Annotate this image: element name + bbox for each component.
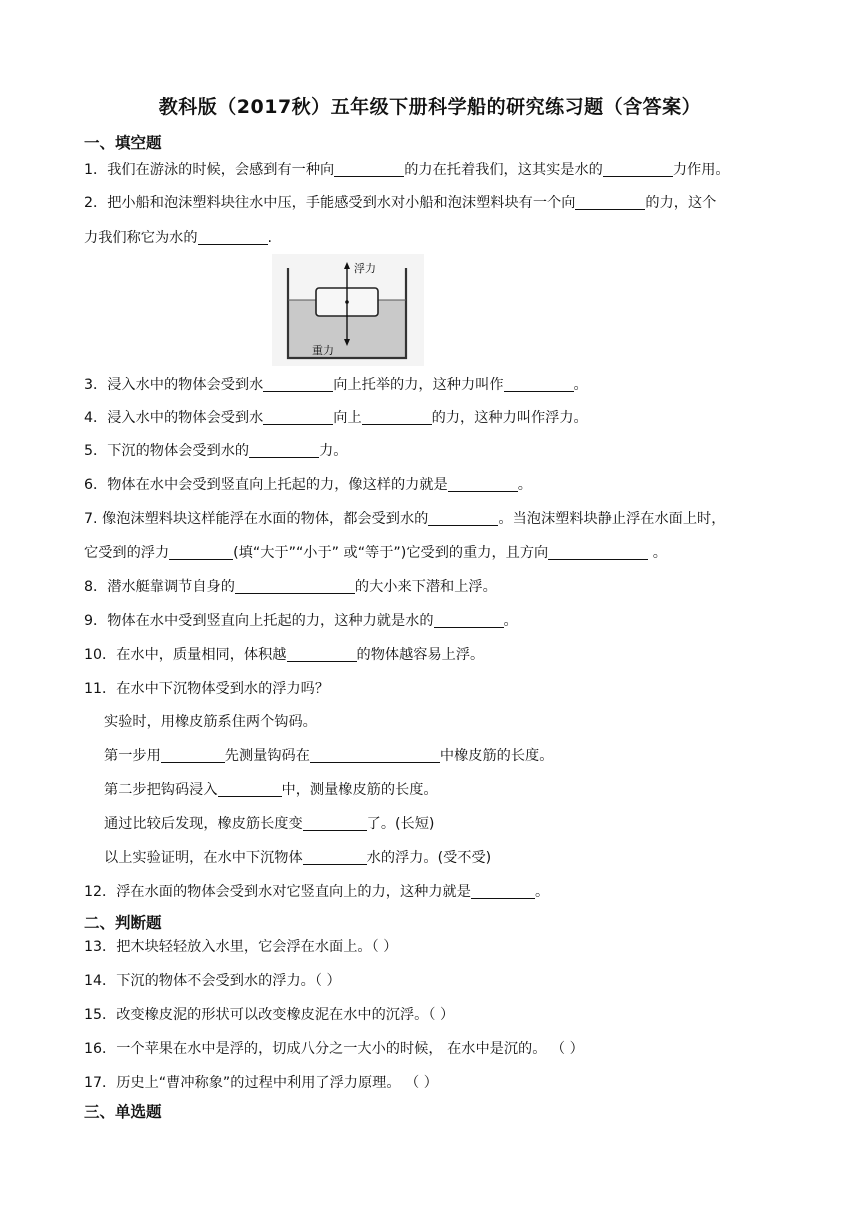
answer-blank[interactable]	[362, 408, 432, 425]
answer-blank[interactable]	[548, 543, 648, 560]
buoyancy-label: 浮力	[354, 262, 376, 275]
question-12: 12．浮在水面的物体会受到水对它竖直向上的力，这种力就是 。	[84, 884, 550, 900]
answer-blank[interactable]	[504, 375, 574, 392]
answer-blank[interactable]	[161, 746, 225, 763]
question-6: 6．物体在水中会受到竖直向上托起的力，像这样的力就是 。	[84, 477, 532, 493]
answer-blank[interactable]	[263, 375, 333, 392]
question-14: 14．下沉的物体不会受到水的浮力。（ ）	[84, 973, 341, 989]
answer-blank[interactable]	[603, 160, 673, 177]
answer-blank[interactable]	[310, 746, 440, 763]
question-11: 11．在水中下沉物体受到水的浮力吗？	[84, 681, 330, 697]
question-11-step-3: 通过比较后发现，橡皮筋长度变 了。(长短)	[104, 816, 435, 832]
question-10: 10．在水中，质量相同，体积越 的物体越容易上浮。	[84, 647, 485, 663]
gravity-label: 重力	[312, 344, 334, 357]
answer-blank[interactable]	[169, 543, 233, 560]
answer-blank[interactable]	[218, 780, 282, 797]
section-fill-blank: 一、填空题	[84, 134, 162, 152]
answer-blank[interactable]	[235, 577, 355, 594]
answer-blank[interactable]	[448, 475, 518, 492]
buoyancy-diagram	[272, 254, 424, 366]
question-17: 17．历史上“曹冲称象”的过程中利用了浮力原理。 （ ）	[84, 1075, 438, 1091]
question-16: 16．一个苹果在水中是浮的，切成八分之一大小的时候， 在水中是沉的。 （ ）	[84, 1041, 584, 1057]
answer-blank[interactable]	[263, 408, 333, 425]
question-9: 9．物体在水中受到竖直向上托起的力，这种力就是水的 。	[84, 613, 518, 629]
answer-blank[interactable]	[428, 509, 498, 526]
question-11-step-4: 以上实验证明，在水中下沉物体 水的浮力。(受不受)	[104, 850, 492, 866]
answer-blank[interactable]	[287, 645, 357, 662]
question-7-cont: 它受到的浮力 (填“大于”“小于” 或“等于”)它受到的重力，且方向 。	[84, 545, 667, 561]
question-4: 4．浸入水中的物体会受到水 向上 的力，这种力叫作浮力。	[84, 410, 588, 426]
answer-blank[interactable]	[575, 193, 645, 210]
question-11-step-intro: 实验时，用橡皮筋系住两个钩码。	[104, 714, 317, 730]
question-8: 8．潜水艇靠调节自身的 的大小来下潜和上浮。	[84, 579, 497, 595]
question-15: 15．改变橡皮泥的形状可以改变橡皮泥在水中的沉浮。（ ）	[84, 1007, 455, 1023]
answer-blank[interactable]	[334, 160, 404, 177]
answer-blank[interactable]	[471, 882, 535, 899]
question-2-cont: 力我们称它为水的 .	[84, 230, 273, 246]
question-5: 5．下沉的物体会受到水的 力。	[84, 443, 348, 459]
answer-blank[interactable]	[249, 441, 319, 458]
section-single-choice: 三、单选题	[84, 1103, 162, 1121]
answer-blank[interactable]	[303, 848, 367, 865]
question-3: 3．浸入水中的物体会受到水 向上托举的力，这种力叫作 。	[84, 377, 588, 393]
question-11-step-2: 第二步把钩码浸入 中，测量橡皮筋的长度。	[104, 782, 438, 798]
question-11-step-1: 第一步用 先测量钩码在 中橡皮筋的长度。	[104, 748, 554, 764]
section-true-false: 二、判断题	[84, 914, 162, 932]
answer-blank[interactable]	[434, 611, 504, 628]
question-13: 13．把木块轻轻放入水里，它会浮在水面上。（ ）	[84, 939, 398, 955]
question-2: 2．把小船和泡沫塑料块往水中压，手能感受到水对小船和泡沫塑料块有一个向 的力，这个	[84, 195, 717, 211]
answer-blank[interactable]	[303, 814, 367, 831]
question-7: 7. 像泡沫塑料块这样能浮在水面的物体，都会受到水的 。当泡沫塑料块静止浮在水面上时，	[84, 511, 726, 527]
answer-blank[interactable]	[198, 228, 268, 245]
page-title: 教科版（2017秋）五年级下册科学船的研究练习题（含答案）	[158, 96, 702, 118]
question-1: 1．我们在游泳的时候，会感到有一种向 的力在托着我们，这其实是水的 力作用。	[84, 162, 730, 178]
